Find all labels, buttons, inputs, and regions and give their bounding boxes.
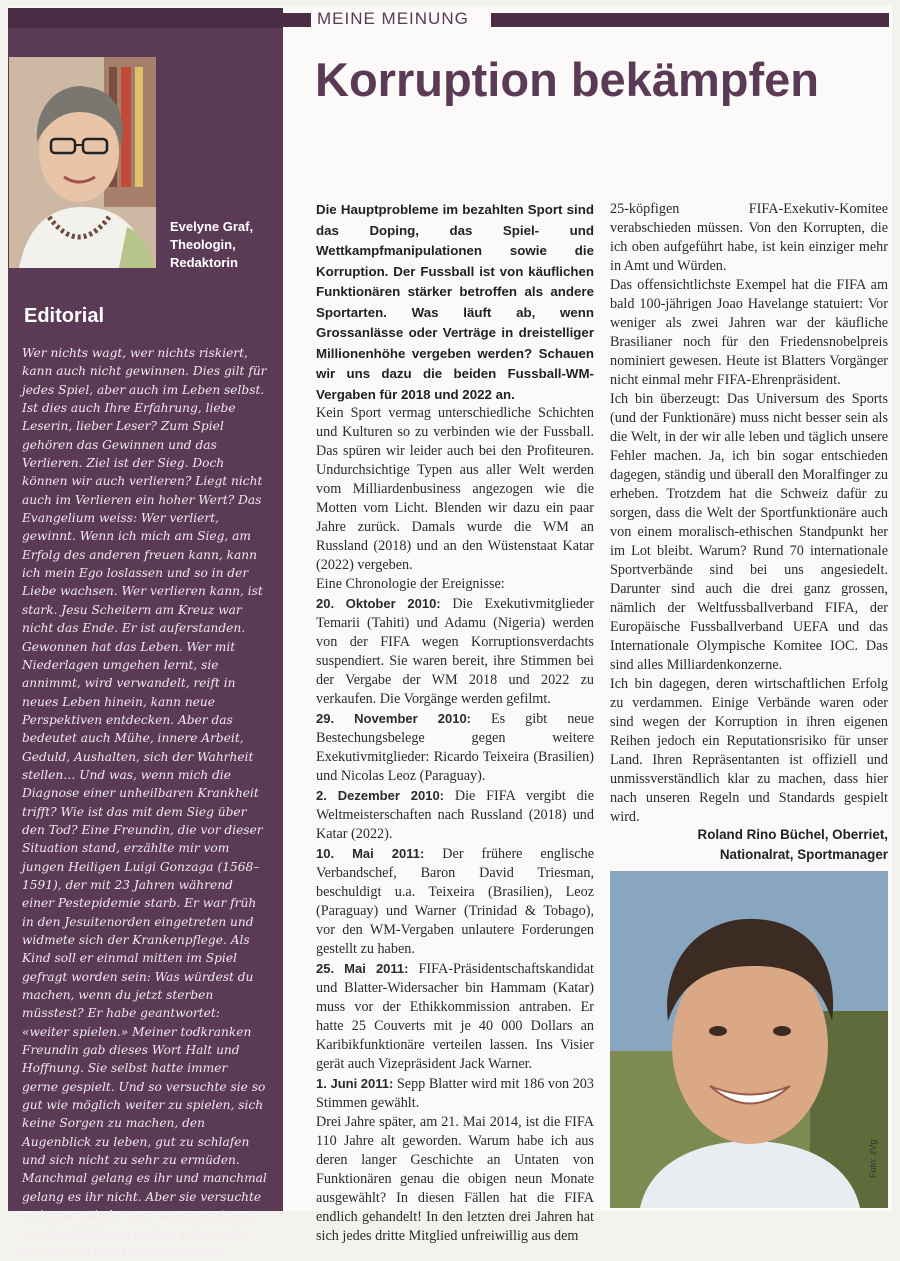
closing-paragraph: Drei Jahre später, am 21. Mai 2014, ist die FIFA 110 Jahre alt geworden. Warum habe ich aus deren langer Geschichte an Untaten von Funktionären genau die obigen neun Monate ausgewählt? In diesen Fällen hat die FIFA endlich gehandelt! In den letzten drei Jahren hat sich jedes dritte Mitglied unfreiwillig aus dem [316, 1114, 594, 1244]
author-photo-evelyne-graf [9, 57, 156, 268]
editorial-body: Wer nichts wagt, wer nichts riskiert, kann auch nicht gewinnen. Dies gilt für jedes Spiel, aber auch im Leben selbst. Ist dies auch Ihre Erfahrung, liebe Leserin, lieber Leser? Zum Spiel gehören das Gewinnen und das Verlieren. Ziel ist der Sieg. Doch können wir auch verlieren? Liegt nicht auch im Verlieren ein hoher Wert? Das Evangelium weiss: Wer verliert, gewinnt. Wenn ich mich am Sieg, am Erfolg des anderen freuen kann, kann ich mein Ego loslassen und so in der Liebe wachsen. Wer verlieren kann, ist stark. Jesu Scheitern am Kreuz war nicht das Ende. Er ist auferstanden. Gewonnen hat das Leben. Wer mit Niederlagen umgehen lernt, sie annimmt, wird verwandelt, reift in neues Leben hinein, kann neue Perspektiven entdecken. Aber das bedeutet auch Mühe, innere Arbeit, Geduld, Aushalten, sich der Wahrheit stellen… Und was, wenn mich die Diagnose einer unheilbaren Krankheit trifft? Wie ist das mit dem Sieg über den Tod? Eine Freundin, die vor dieser Situation stand, erzählte mir vom jungen Heiligen Luigi Gonzaga (1568–1591), der mit 23 Jahren während einer Pestepidemie starb. Er war früh in den Jesuitenorden eingetreten und widmete sich der Krankenpflege. Als Kind soll er einmal mitten im Spiel gefragt worden sein: Was würdest du machen, wenn du jetzt sterben müsstest? Er habe geantwortet: «weiter spielen.» Meiner todkranken Freundin gab dieses Wort Halt und Hoffnung. Sie selbst hatte immer gerne gespielt. Und so versuchte sie so gut wie möglich weiter zu spielen, sich keine Sorgen zu machen, den Augenblick zu leben, gut zu schlafen und sich nicht zu sehr zu ermüden. Manchmal gelang es ihr und manchmal gelang es ihr nicht. Aber sie versuchte es immer wieder von neuem, getragen von der Hoffnung auf ein Leben, das ihr der Tod nicht rauben konnte. [22, 346, 267, 1259]
event-text: Es gibt neue Bestechungsbelege gegen weitere Exekutivmitglieder: Ricardo Teixeira (Brasilien) und Nicolas Leoz (Paraguay). [316, 711, 594, 784]
author-role-2: Redaktorin [170, 255, 238, 270]
signature-line-1: Roland Rino Büchel, Oberriet, [697, 827, 888, 842]
right-paragraph-4: Ich bin dagegen, deren wirtschaftlichen Erfolg zu verdammen. Einige Verbände waren oder sind wegen der Korruption in ihren eigenen Reihen jedoch ein Reputationsrisiko für unser Land. Ihren Repräsentanten ist offiziell und unmissverständlich klar zu machen, dass hier nach unseren Regeln und Standards gespielt wird. [610, 676, 888, 825]
article-column-right [610, 200, 888, 827]
right-paragraph-3: Ich bin überzeugt: Das Universum des Sports (und der Funktionäre) muss nicht besser sein als die Welt, in der wir alle leben und täglich unsere Fehler machen. Ja, ich bin sogar entschieden dagegen, ständig und überall den Moralfinger zu erheben. Trotzdem hat die Schweiz dafür zu sorgen, dass die Welt der Sportfunktionäre auch von einem moralisch-ethischen Standpunkt her im Lot bleibt. Warum? Rund 70 internationale Sportverbände sind bei uns angesiedelt. Darunter sind auch die drei ganz grossen, nämlich der Weltfussballverband FIFA, der Europäische Fussballverband UEFA und das Internationale Olympische Komitee IOC. Das sind alles Milliardenkonzerne. [610, 391, 888, 673]
event-date: 20. Oktober 2010: [316, 596, 441, 611]
event-text: Der frühere englische Verbandschef, Baron David Triesman, beschuldigt u.a. Teixeira (Brasilien), Leoz (Paraguay) und Warner (Trinidad & Tobago), vor den WM-Vergaben unlautere Forderungen gestellt zu haben. [316, 846, 594, 957]
chronology-event [316, 786, 594, 844]
event-date: 29. November 2010: [316, 711, 471, 726]
section-bar-right [491, 13, 889, 27]
intro-paragraph: Kein Sport vermag unterschiedliche Schichten und Kulturen so zu verbinden wie der Fussball. Das spüren wir leider auch bei den Profiteuren. Undurchsichtige Typen aus aller Welt werden vom Milliardenbusiness angezogen wie die Motten vom Licht. Blenden wir dazu ein paar Jahre zurück. Damals wurde die WM an Russland (2018) und an den Wüstenstaat Katar (2022) vergeben. [316, 405, 594, 573]
section-header [283, 9, 891, 31]
chronology-event [316, 1074, 594, 1113]
chronology-event [316, 594, 594, 709]
chronology-intro: Eine Chronologie der Ereignisse: [316, 576, 505, 592]
author-caption [170, 218, 280, 272]
photo-credit: Foto: zVg [868, 1139, 878, 1178]
signature-line-2: Nationalrat, Sportmanager [719, 847, 888, 862]
right-paragraph-1: 25-köpfigen FIFA-Exekutiv-Komitee verabschieden müssen. Von den Korrupten, die ich oben aufgeführt habe, ist kein einziger mehr in Amt und Würden. [610, 201, 888, 274]
portrait-illustration [9, 57, 156, 268]
editorial-heading: Editorial [24, 305, 105, 327]
section-label: MEINE MEINUNG [317, 9, 469, 28]
article-column-middle [316, 404, 594, 1246]
event-date: 1. Juni 2011: [316, 1076, 394, 1091]
event-text: Die FIFA vergibt die Weltmeisterschaften nach Russland (2018) und Katar (2022). [316, 788, 594, 842]
section-bar-left [283, 13, 311, 27]
article-headline: Korruption bekämpfen [315, 53, 819, 106]
event-text: Die Exekutivmitglieder Temarii (Tahiti) und Adamu (Nigeria) werden von der FIFA wegen Korruptionsverdachts suspendiert. Sie waren bereit, ihre Stimmen bei der Vergabe der WM 2018 und 2022 zu verkaufen. Die Vorgänge werden gefilmt. [316, 596, 594, 707]
event-text: FIFA-Präsidentschaftskandidat und Blatter-Widersacher bin Hammam (Katar) muss vor der Ethikkommission antraben. Er hatte 25 Couverts mit je 40 000 Dollars an Karibikfunktionäre verteilen lassen. Ins Visier gerät auch Vizepräsident Jack Warner. [316, 961, 594, 1072]
sidebar-top-bar [8, 8, 283, 28]
portrait-illustration [610, 871, 888, 1208]
chronology-event [316, 844, 594, 959]
author-role-1: Theologin, [170, 237, 236, 252]
article-lead: Die Hauptprobleme im bezahlten Sport sind das Doping, das Spiel- und Wettkampfmanipulationen sowie die Korruption. Der Fussball ist von käuflichen Funktionären stärker betroffen als andere Sportarten. Was läuft ab, wenn Grossanlässe oder Verträge in dreistelliger Millionenhöhe vergeben werden? Schauen wir uns dazu die beiden Fussball-WM-Vergaben für 2018 und 2022 an. [316, 202, 594, 402]
author-name: Evelyne Graf, [170, 219, 254, 234]
chronology-event [316, 709, 594, 786]
author-signature [610, 825, 888, 865]
author-photo-roland-buechel [610, 871, 888, 1208]
event-date: 2. Dezember 2010: [316, 788, 445, 803]
event-text: Sepp Blatter wird mit 186 von 203 Stimmen gewählt. [316, 1076, 594, 1111]
chronology-event [316, 959, 594, 1074]
event-date: 10. Mai 2011: [316, 846, 425, 861]
event-date: 25. Mai 2011: [316, 961, 409, 976]
right-paragraph-2: Das offensichtlichste Exempel hat die FIFA am bald 100-jährigen Joao Havelange statuiert: Vor weniger als zwei Jahren war der käufliche Brasilianer noch für den Friedensnobelpreis nominiert gewesen. Heute ist Blatters Vorgänger nicht einmal mehr FIFA-Ehrenpräsident. [610, 277, 888, 388]
